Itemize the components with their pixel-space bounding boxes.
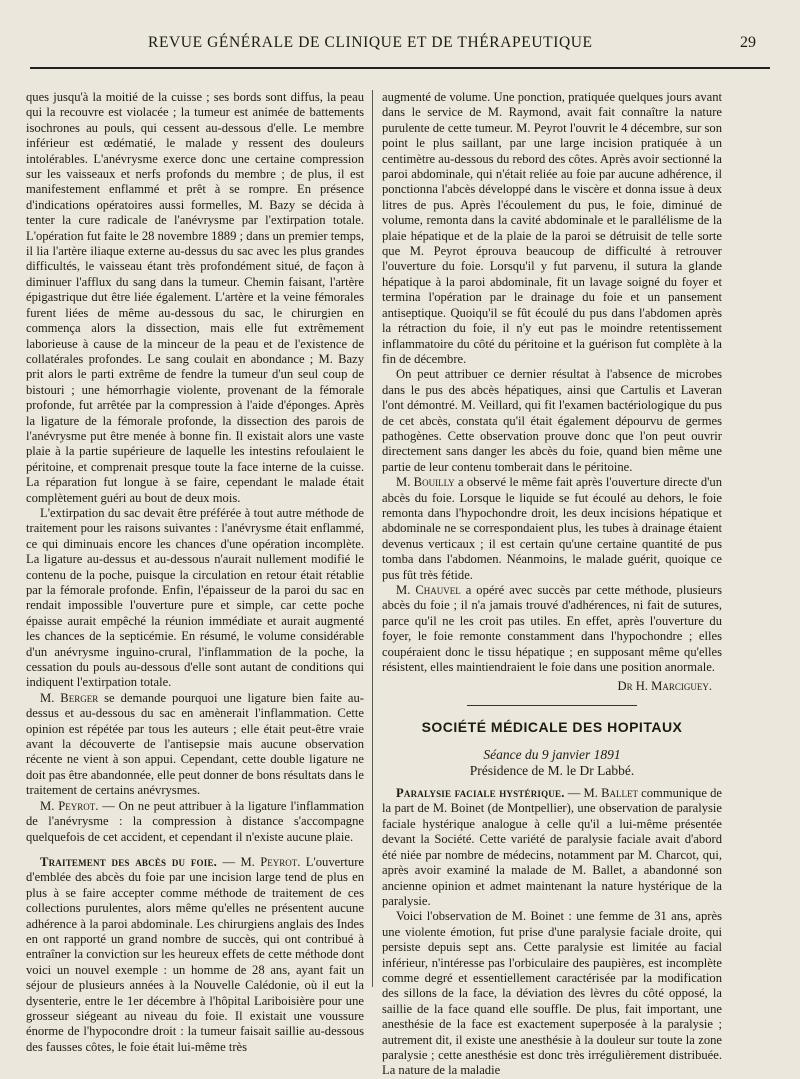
section-heading: SOCIÉTÉ MÉDICALE DES HOPITAUX: [421, 718, 683, 735]
paragraph-text: a observé le même fait après l'ouverture directe d'un abcès du foie. Lorsque le liquide se fut écoulé au dehors, le foie remonta dans l'hypochondre droit, les deux incisions hépatique et abdominale ne se correspondaient plus, les tubes à drainage étaient devenus verticaux ; il est certain qu'une certaine quantité de pus tomba dans l'abdomen. Néanmoins, le malade guérit, quoique ce pus fût très fétide.: [382, 475, 722, 582]
paragraph: ques jusqu'à la moitié de la cuisse ; ses bords sont diffus, la peau qui la recouvre est violacée ; la tumeur est animée de battements isochrones au pouls, qui cessent au-dessous d'elle. Le membre inférieur est œdématié, le malade y ressent des douleurs intolérables. L'anévrysme exerce donc une certaine compression sur les vaisseaux et nerfs profonds du membre ; de plus, il est manifestement enflammé et prêt à se rompre. En présence d'indications opératoires aussi formelles, M. Bazy se décida à tenter la cure radicale de l'anévrysme par l'extirpation totale. L'opération fut faite le 28 novembre 1889 ; dans un premier temps, il lia l'artère iliaque externe au-dessus du sac avec les plus grandes difficultés, le vaisseau étant très profondément situé, de façon à diminuer l'afflux du sang dans la tumeur. Chemin faisant, l'artère épigastrique dut être liée également. L'artère et la veine fémorales furent liées de même au-dessous du sac, le chirurgien en commença alors la dissection, mais elle fut extrêmement laborieuse à cause de la minceur de la peau et de l'existence de collatérales profondes. Le sang coulait en abondance ; M. Bazy prit alors le parti extrême de fendre la tumeur d'un seul coup de bistouri ; une hémorrhagie violente, provenant de la fémorale profonde, fut arrêtée par la compression à l'aide d'éponges. Après la ligature de la fémorale profonde, la dissection des parois de l'anévrysme put être menée à bonne fin. Il existait alors une vaste plaie à la partie supérieure de laquelle les intestins refoulaient le péritoine, et comprenait presque toute la face interne de la cuisse. La réparation fut longue à se faire, cependant le malade était complètement guéri au bout de deux mois.: [26, 90, 364, 505]
section-separator: [467, 705, 637, 706]
paragraph-text: se demande pourquoi une ligature bien faite au-dessus et au-dessous du sac en amènerait l'inflammation. Cette opinion est répétée par tous les auteurs ; elle était peut-être vraie avant la découverte de l'antisepsie mais aucune observation récente ne vient à son appui. Cependant, cette double ligature ne doit pas être abandonnée, elle peut donner de bons résultats dans le traitement de certains anévrysmes.: [26, 690, 364, 798]
paragraph: [26, 691, 364, 799]
paragraph-text: a opéré avec succès par cette méthode, plusieurs abcès du foie ; il n'a jamais trouvé d'adhérences, ni fait de sutures, parce qu'il ne les croit pas utiles. En effet, après l'ouverture du foyer, le foie remonte constamment dans l'hypochondre ; elles coupéraient donc le tissu hépatique ; en supposant même qu'elles résistent, elles maintiendraient le foie dans une position anormale.: [382, 583, 722, 675]
paragraph: On peut attribuer ce dernier résultat à l'absence de microbes dans le pus des abcès hépatiques, ainsi que Cartulis et Laveran l'ont démontré. M. Veillard, qui fit l'examen bactériologique du pus de cet abcès, constata qu'il était également dépourvu de germes pathogènes. Cette observation prouve donc que l'on peut ouvrir directement sans danger les abcès du foie, quand bien même une partie de leur contenu tomberait dans le péritoine.: [382, 367, 722, 474]
paragraph: [382, 475, 722, 583]
right-column: [382, 90, 722, 1078]
paragraph-text: — On ne peut attribuer à la ligature l'inflammation de l'anévrysme : la compression à distance s'accompagne quelquefois de cet accident, et cependant il n'existe aucune plaie.: [26, 798, 364, 844]
section-lead: Traitement des abcès du foie.: [40, 854, 218, 869]
column-divider: [372, 90, 373, 987]
speaker-name: — M. Peyrot.: [217, 854, 301, 869]
speaker-name: — M. Ballet: [564, 786, 638, 801]
paragraph-text: L'ouverture d'emblée des abcès du foie par une incision large tend de plus en plus à se faire accepter comme méthode de traitement de ces collections purulentes, alors même qu'elles ne présentent aucune adhérence à la paroi abdominale. Les chirurgiens anglais des Indes en ont rapporté un grand nombre de succès, qui ont contribué à entraîner la conviction sur les heureux effets de cette méthode dont voici un nouvel exemple : un homme de 28 ans, ayant fait un séjour de plusieurs années à la Nouvelle Calédonie, où il eut la dysenterie, entre le 1er décembre à l'hôpital Lariboisière pour une grosseur siégeant au niveau du foie. Il existait une voussure énorme de l'hypocondre droit : la tumeur faisait saillie au-dessous des fausses côtes, le foie était lui-même très: [26, 854, 364, 1054]
header-rule: [30, 67, 770, 69]
speaker-name: M. Bouilly: [396, 475, 455, 490]
paragraph: Voici l'observation de M. Boinet : une femme de 31 ans, après une violente émotion, fut prise d'une paralysie faciale droite, qui persiste depuis sept ans. Cette paralysie est limitée au facial inférieur, n'intéresse pas l'orbiculaire des paupières, est incomplète comme degré et essentiellement caractérisée par la modification des sillons de la face, la déviation des lèvres du côté opposé, la saillie de la face quand elle souffle. De plus, fait important, une anesthésie de la face est exactement superposée à la paralysie ; autrement dit, il existe une anesthésie à la douleur sur toute la zone paralysie ; cette anesthésie est donc très irrégulièrement distribuée. La nature de la maladie: [382, 909, 722, 1078]
paragraph: [26, 855, 364, 1055]
paragraph: augmenté de volume. Une ponction, pratiquée quelques jours avant dans le service de M. Raymond, avait fait connaître la nature purulente de cette tumeur. M. Peyrot l'ouvrit le 4 décembre, sur son point le plus saillant, par une large incision pratiquée à un centimètre au-dessous du rebord des côtes. Après avoir sectionné la paroi abdominale, qui n'était reliée au foie par aucune adhérence, il ponctionna l'abcès développé dans le viscère et donna issue à deux litres de pus. Après l'écoulement du pus, le foie, diminué de volume, remonta dans la cavité abdominale et le parallélisme de la plaie hépatique et de la plaie de la paroi se détruisit de telle sorte que M. Peyrot éprouva beaucoup de difficulté à retrouver l'ouverture du foie. Lorsqu'il y fut parvenu, il sutura la glande hépatique à la paroi abdominale, fit un lavage soigné du foyer et termina l'opération par le drainage du foie et un pansement antiseptique. Quoiqu'il se fût écoulé du pus dans l'abdomen après la rétraction du foie, il n'y eut pas le moindre retentissement inflammatoire du côté du péritoine et la guérison fut complète à la fin de décembre.: [382, 90, 722, 366]
speaker-name: M. Peyrot.: [40, 798, 99, 813]
signature: Dr H. Marciguey.: [617, 679, 712, 694]
speaker-name: M. Chauvel: [396, 583, 461, 597]
paragraph-text: communique de la part de M. Boinet (de Montpellier), une observation de paralysie faciale hystérique analogue à celle qu'il a lui-même présentée devant la Société. Cette variété de paralysie faciale avait d'abord été niée par nombre de médecins, notamment par M. Charcot, qui, après avoir examiné la malade de M. Ballet, a abandonné son ancienne opinion et admet maintenant la nature hystérique de la paralysie.: [382, 786, 722, 908]
page-number: 29: [740, 34, 756, 51]
paragraph: [382, 786, 722, 909]
running-title: REVUE GÉNÉRALE DE CLINIQUE ET DE THÉRAPEUTIQUE: [148, 34, 593, 51]
left-column: [26, 90, 364, 1054]
paragraph: [26, 799, 364, 845]
section-lead: Paralysie faciale hystérique.: [396, 786, 565, 801]
paragraph: L'extirpation du sac devait être préférée à tout autre méthode de traitement pour les raisons suivantes : l'anévrysme était enflammé, ce qui diminuais encore les chances d'une opération incomplète. La ligature au-dessus et au-dessous n'aurait nullement modifié le contenu de la poche, puisque la circulation en retour était rétablie par la fémorale profonde. Enfin, l'épaisseur de la paroi du sac en rendait impossible l'ouverture pure et simple, car cette poche épaisse aurait empêché la réunion immédiate et aurait augmenté les chances de la septicémie. En résumé, le volume considérable d'un anévrysme inguino-crural, l'inflammation de la poche, la cessation du pouls au-dessous d'elle sont autant de conditions qui indiquent l'extirpation totale.: [26, 505, 364, 690]
page-header: [30, 34, 772, 62]
paragraph: [382, 583, 722, 675]
speaker-name: M. Berger: [40, 690, 99, 705]
session-date: Séance du 9 janvier 1891: [483, 747, 621, 763]
presidency-line: Présidence de M. le Dr Labbé.: [469, 762, 635, 778]
